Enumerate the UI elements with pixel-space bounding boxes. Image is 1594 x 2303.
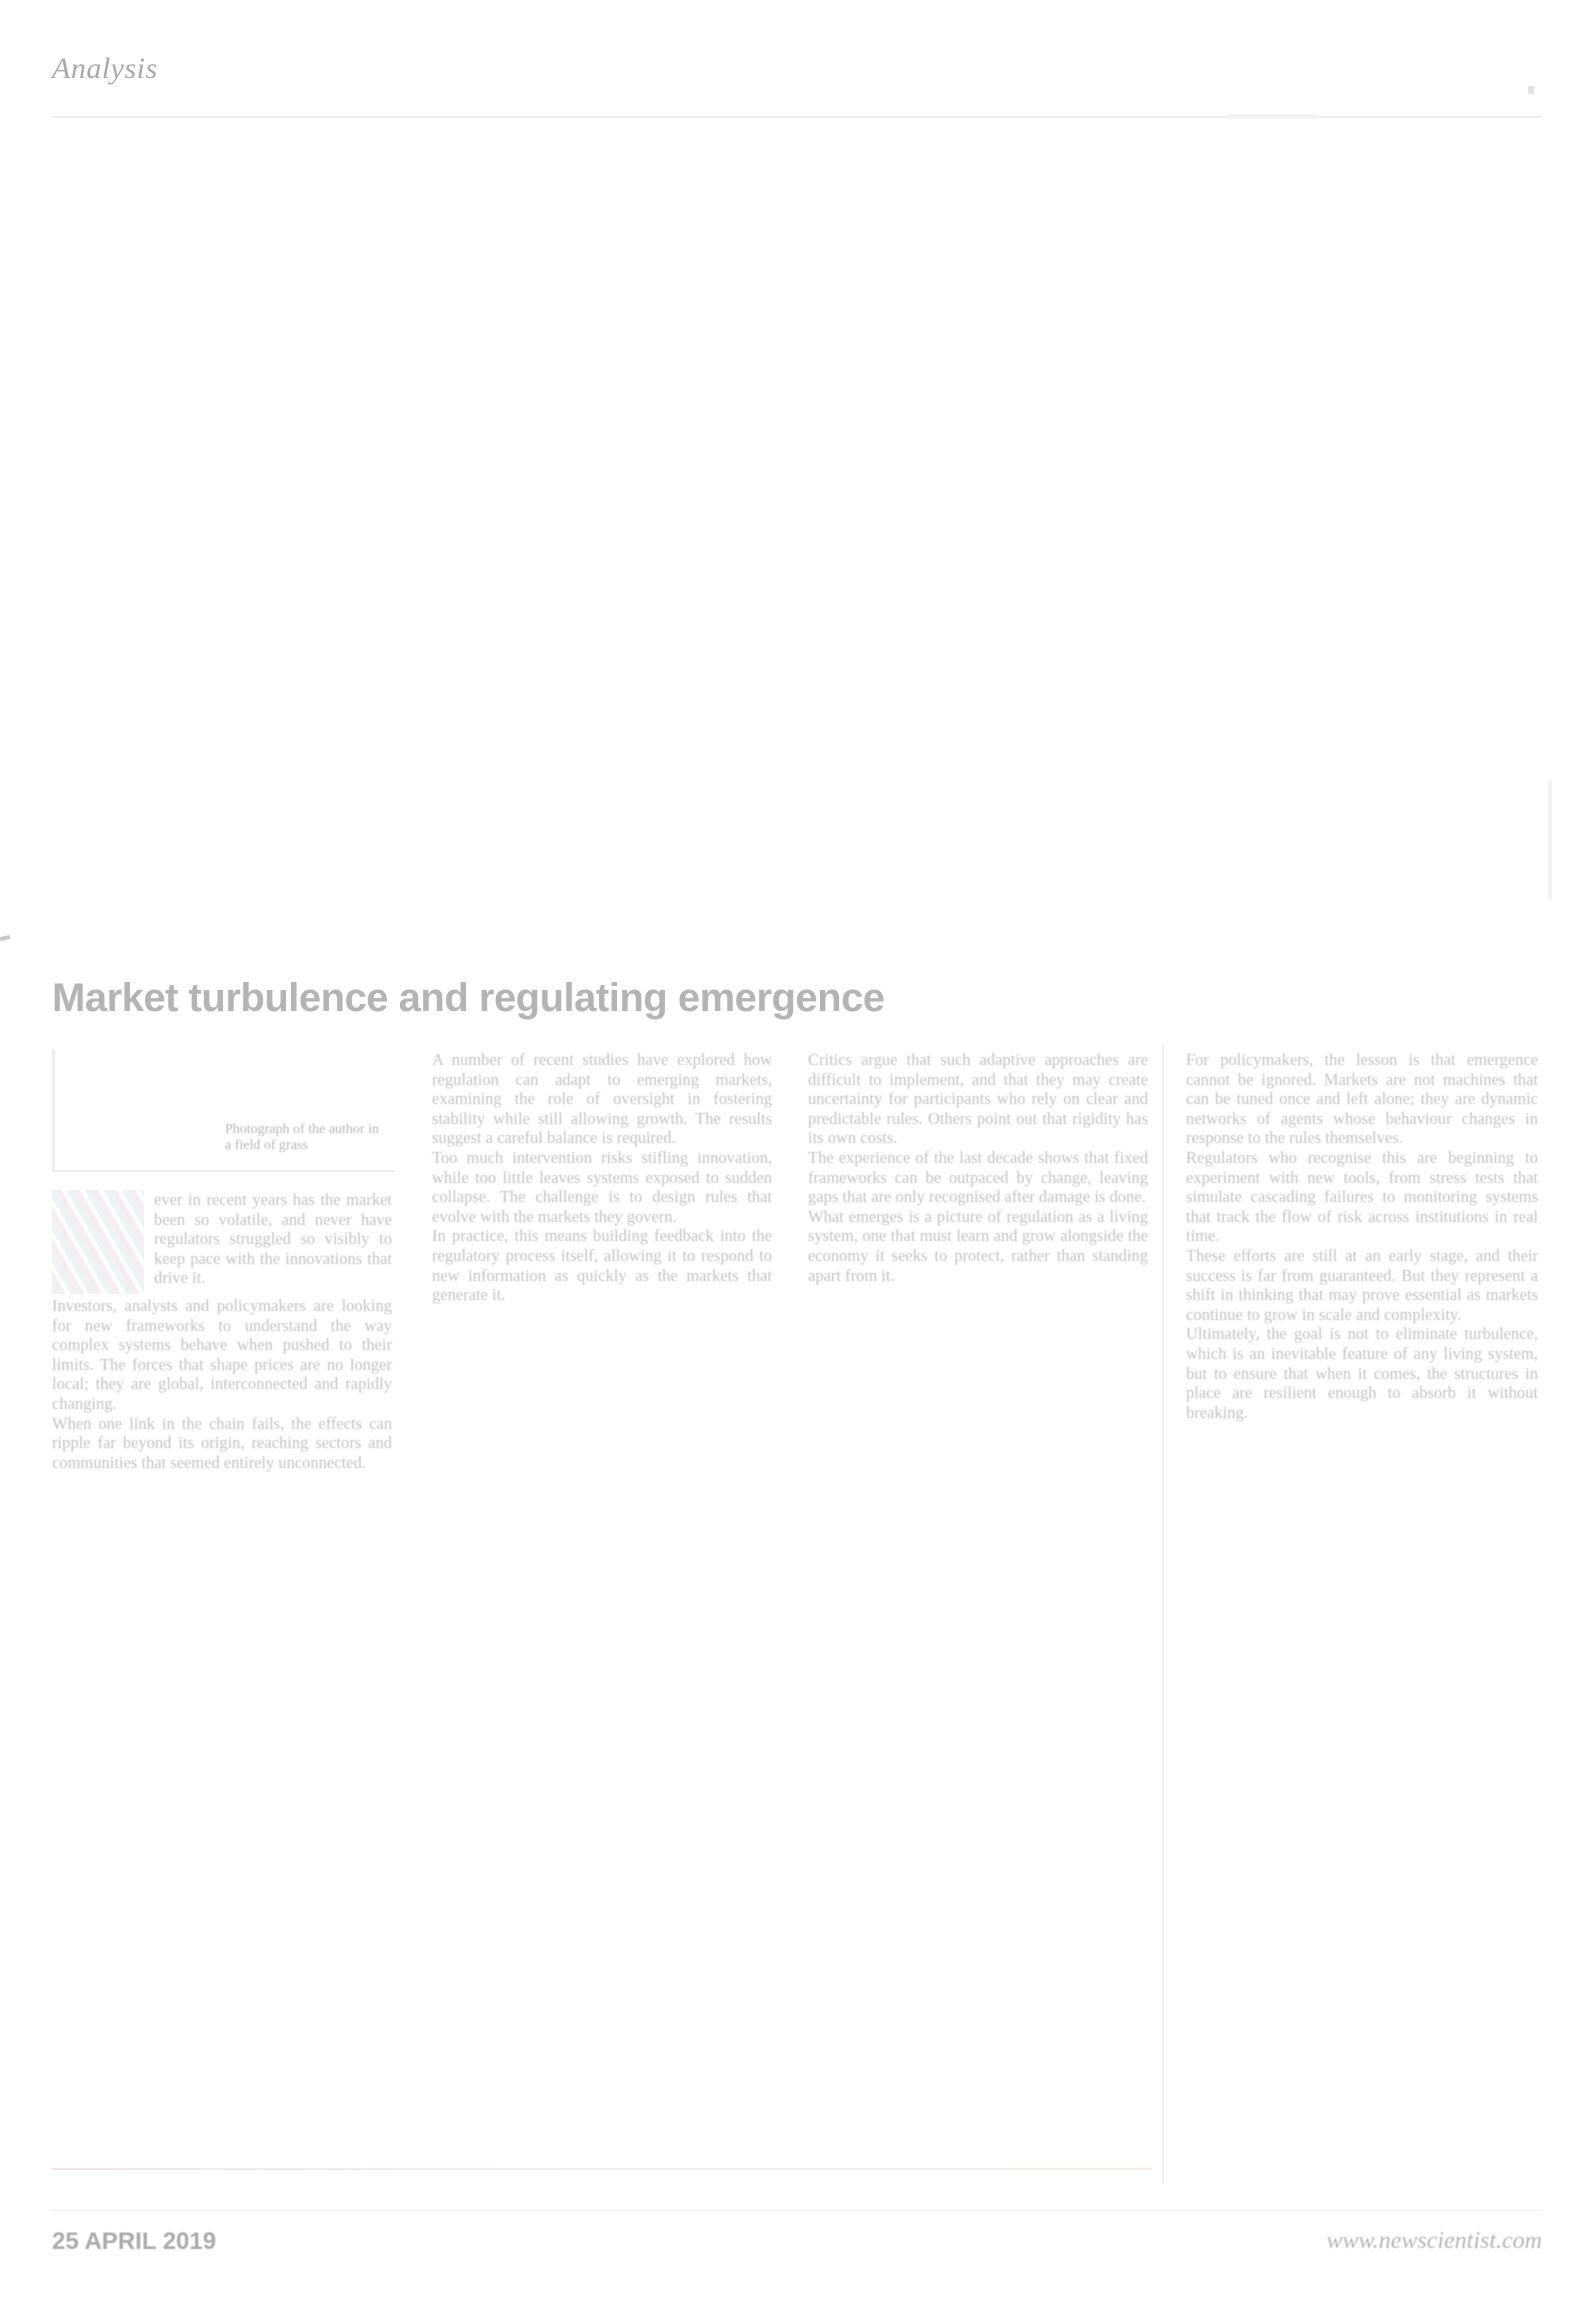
- top-divider-accent: [1228, 114, 1318, 119]
- column-3-paragraph-1: Critics argue that such adaptive approaches are difficult to implement, and that they may create uncertainty for participants who rely on clear and predictable rules. Others point out that rigidity has its own costs.: [808, 1050, 1148, 1148]
- column-4-paragraph-2: Regulators who recognise this are beginning to experiment with new tools, from stress tests that simulate cascading failures to monitoring systems that track the flow of risk across institutions in real time.: [1186, 1147, 1538, 1246]
- article-headline: Market turbulence and regulating emergence: [52, 976, 885, 1020]
- column-1-paragraph-1: ever in recent years has the market been so volatile, and never have regulators struggled so visibly to keep pace with the innovations that drive it.: [154, 1190, 392, 1288]
- article-column-2: [432, 1050, 772, 1305]
- site-url: www.newscientist.com: [1326, 2228, 1542, 2254]
- top-divider: [52, 116, 1542, 118]
- article-column-3: [808, 1050, 1148, 1285]
- column-4-paragraph-1: For policymakers, the lesson is that emergence cannot be ignored. Markets are not machines that can be tuned once and left alone; they are dynamic networks of agents whose behaviour changes in response to the rules themselves.: [1186, 1050, 1538, 1148]
- column-divider: [1162, 1044, 1164, 2184]
- column-2-paragraph-1: A number of recent studies have explored how regulation can adapt to emerging markets, examining the role of oversight in fostering stability while still allowing growth. The results suggest a careful balance is required.: [432, 1050, 772, 1148]
- corner-mark: [1528, 86, 1534, 94]
- margin-tick: [0, 935, 10, 941]
- margin-shadow: [1548, 780, 1552, 900]
- column-4-paragraph-3: These efforts are still at an early stage, and their success is far from guaranteed. But they represent a shift in thinking that may prove essential as markets continue to grow in scale and complexity.: [1186, 1245, 1538, 1324]
- photo-caption: Photograph of the author in a field of grass: [225, 1122, 379, 1153]
- column-1-paragraph-2: Investors, analysts and policymakers are looking for new frameworks to understand the way complex systems behave when pushed to their limits. The forces that shape prices are no longer local; they are global, interconnected and rapidly changing.: [52, 1296, 392, 1413]
- column-3-paragraph-3: What emerges is a picture of regulation as a living system, one that must learn and grow alongside the economy it seeks to protect, rather than standing apart from it.: [808, 1206, 1148, 1285]
- article-bottom-band: [52, 2168, 1152, 2170]
- lead-paragraph: [52, 1190, 392, 1294]
- column-1-paragraph-3: When one link in the chain fails, the effects can ripple far beyond its origin, reaching sectors and communities that seemed entirely unconnected.: [52, 1413, 392, 1472]
- issue-date: 25 APRIL 2019: [52, 2228, 217, 2255]
- drop-cap: [52, 1190, 144, 1294]
- article-column-1: [52, 1050, 392, 1472]
- footer-divider: [52, 2210, 1542, 2211]
- column-4-paragraph-4: Ultimately, the goal is not to eliminate turbulence, which is an inevitable feature of any living system, but to ensure that when it comes, the structures in place are resilient enough to absorb it without breaking.: [1186, 1324, 1538, 1422]
- image-area: [52, 140, 1542, 930]
- column-3-paragraph-2: The experience of the last decade shows that fixed frameworks can be outpaced by change, leaving gaps that are only recognised after damage is done.: [808, 1147, 1148, 1207]
- section-tag: Analysis: [52, 52, 158, 85]
- author-photo: [52, 1050, 395, 1172]
- column-2-paragraph-3: In practice, this means building feedback into the regulatory process itself, allowing it to respond to new information as quickly as the markets that generate it.: [432, 1226, 772, 1305]
- article-column-4: [1186, 1050, 1538, 1422]
- column-2-paragraph-2: Too much intervention risks stifling innovation, while too little leaves systems exposed to sudden collapse. The challenge is to design rules that evolve with the markets they govern.: [432, 1147, 772, 1226]
